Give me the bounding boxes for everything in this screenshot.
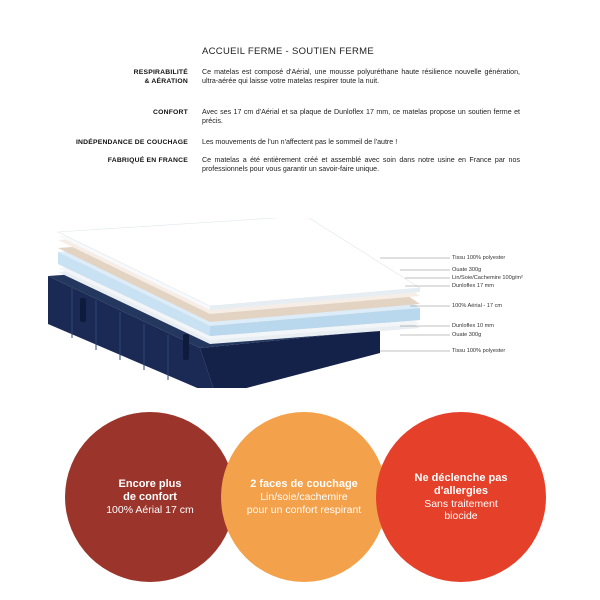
layer-label: Lin/Soie/Cachemire 100g/m² (452, 275, 523, 281)
mattress-handle-left (80, 298, 86, 322)
layer-label: Tissu 100% polyester (452, 255, 506, 261)
feature-heading: 2 faces de couchage (250, 478, 358, 490)
spec-text: Les mouvements de l'un n'affectent pas le sommeil de l'autre ! (202, 138, 398, 146)
layer-label: Ouate 300g (452, 332, 482, 338)
feature-heading: Ne déclenche pas d'allergies (414, 471, 508, 497)
layer-label: 100% Aérial - 17 cm (452, 303, 503, 309)
feature-heading: Encore plus de confort (118, 477, 182, 503)
feature-circle-hypoallergenic (376, 412, 546, 582)
layer-label: Tissu 100% polyester (452, 348, 506, 354)
feature-circle-comfort (65, 412, 235, 582)
spec-text: Avec ses 17 cm d'Aérial et sa plaque de Dunloflex 17 mm, ce matelas propose un soutien ferme et précis. (202, 108, 520, 126)
mattress-layers-svg (0, 218, 600, 388)
feature-subtext: Sans traitement biocide (424, 497, 498, 522)
spec-label: CONFORT (152, 109, 188, 116)
spec-label: INDÉPENDANCE DE COUCHAGE (75, 139, 188, 146)
mattress-handle-right (183, 334, 189, 360)
page-title: ACCUEIL FERME - SOUTIEN FERME (202, 46, 374, 57)
feature-subtext: 100% Aérial 17 cm (106, 503, 194, 516)
feature-subtext: Lin/soie/cachemire pour un confort respirant (246, 491, 362, 516)
mattress-illustration (0, 218, 600, 388)
feature-circle-two-sides (221, 412, 387, 582)
spec-label: RESPIRABILITÉ & AÉRATION (133, 69, 188, 85)
spec-text: Ce matelas a été entièrement créé et assemblé avec soin dans notre usine en France par nos professionnels pour vous garantir un savoir-faire unique. (202, 156, 520, 174)
layer-label: Dunloflex 10 mm (452, 323, 494, 329)
spec-text: Ce matelas est composé d'Aérial, une mousse polyuréthane haute résilience nouvelle génération, ultra-aérée qui laisse votre matelas respirer toute la nuit. (202, 68, 520, 86)
layer-label: Ouate 300g (452, 267, 482, 273)
spec-label: FABRIQUÉ EN FRANCE (107, 157, 188, 164)
layer-label: Dunloflex 17 mm (452, 283, 494, 289)
